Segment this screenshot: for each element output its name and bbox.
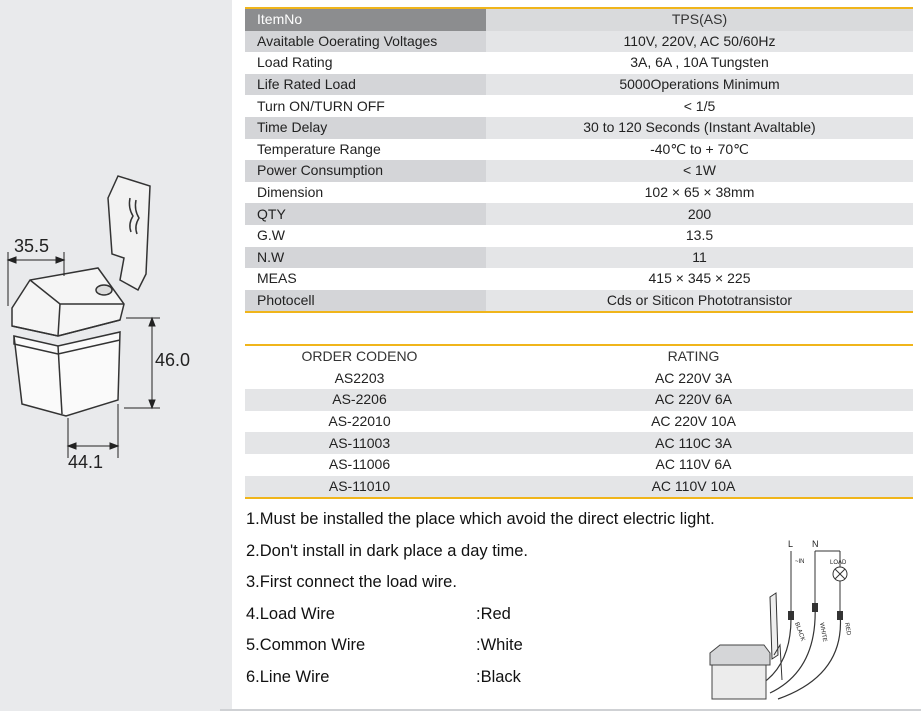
height-dimension: 46.0 <box>155 350 191 370</box>
note-value: :Red <box>476 604 511 623</box>
order-rating: AC 110V 10A <box>474 476 913 499</box>
spec-value: 13.5 <box>486 225 913 247</box>
note-item <box>246 603 715 635</box>
order-rating: AC 110V 6A <box>474 454 913 476</box>
spec-value: < 1W <box>486 160 913 182</box>
note-text: 2.Don't install in dark place a day time. <box>246 541 528 560</box>
spec-row <box>245 268 913 290</box>
spec-header-row <box>245 8 913 31</box>
spec-value: 110V, 220V, AC 50/60Hz <box>486 31 913 53</box>
order-code: AS-22010 <box>245 411 474 433</box>
spec-key: Life Rated Load <box>245 74 486 96</box>
spec-key: Time Delay <box>245 117 486 139</box>
order-code: AS-11010 <box>245 476 474 499</box>
spec-row <box>245 182 913 204</box>
spec-row <box>245 52 913 74</box>
spec-key: Avaitable Ooerating Voltages <box>245 31 486 53</box>
order-header-row <box>245 345 913 368</box>
white-wire-label: WHITE <box>818 622 828 643</box>
order-code: AS-11003 <box>245 432 474 454</box>
spec-value: 200 <box>486 203 913 225</box>
spec-key: Temperature Range <box>245 139 486 161</box>
spec-key: Turn ON/TURN OFF <box>245 95 486 117</box>
spec-value: 3A, 6A , 10A Tungsten <box>486 52 913 74</box>
note-text: 1.Must be installed the place which avoid the direct electric light. <box>246 510 715 528</box>
wiring-diagram <box>700 535 880 705</box>
note-item <box>246 540 715 572</box>
order-rating: AC 220V 3A <box>474 368 913 390</box>
spec-key: QTY <box>245 203 486 225</box>
spec-key: MEAS <box>245 268 486 290</box>
spec-row <box>245 117 913 139</box>
spec-row <box>245 290 913 313</box>
spec-key: Load Rating <box>245 52 486 74</box>
load-label: LOAD <box>830 560 847 566</box>
spec-key: G.W <box>245 225 486 247</box>
order-row <box>245 432 913 454</box>
in-label: ~IN <box>795 559 805 565</box>
note-text: 6.Line Wire <box>246 667 330 686</box>
spec-value: 415 × 345 × 225 <box>486 268 913 290</box>
spec-row <box>245 160 913 182</box>
note-text: 4.Load Wire <box>246 604 335 623</box>
note-value: :White <box>476 636 523 654</box>
spec-table <box>245 7 913 313</box>
order-table <box>245 344 913 499</box>
order-row <box>245 454 913 476</box>
width-dimension: 35.5 <box>14 236 50 256</box>
order-code: AS2203 <box>245 368 474 390</box>
note-item <box>246 508 715 540</box>
black-wire-label: BLACK <box>793 621 806 643</box>
note-text: 5.Common Wire <box>246 636 366 654</box>
note-item <box>246 666 715 698</box>
spec-row <box>245 95 913 117</box>
spec-row <box>245 139 913 161</box>
spec-row <box>245 247 913 269</box>
note-item <box>246 634 715 666</box>
spec-row <box>245 203 913 225</box>
depth-dimension: 44.1 <box>68 452 104 472</box>
spec-value: 102 × 65 × 38mm <box>486 182 913 204</box>
order-header-rating: RATING <box>474 345 913 368</box>
spec-key: Photocell <box>245 290 486 313</box>
order-row <box>245 368 913 390</box>
dimension-drawing <box>0 168 232 478</box>
spec-key: Dimension <box>245 182 486 204</box>
red-wire-label: RED <box>843 622 852 636</box>
spec-row <box>245 31 913 53</box>
order-rating: AC 110C 3A <box>474 432 913 454</box>
order-row <box>245 389 913 411</box>
order-row <box>245 411 913 433</box>
spec-value: 30 to 120 Seconds (Instant Avaltable) <box>486 117 913 139</box>
neutral-label: N <box>812 539 819 549</box>
spec-key: N.W <box>245 247 486 269</box>
spec-row <box>245 74 913 96</box>
order-code: AS-11006 <box>245 454 474 476</box>
spec-header-value: TPS(AS) <box>486 8 913 31</box>
order-header-code: ORDER CODENO <box>245 345 474 368</box>
installation-notes <box>246 508 715 697</box>
spec-row <box>245 225 913 247</box>
note-item <box>246 571 715 603</box>
spec-value: < 1/5 <box>486 95 913 117</box>
order-rating: AC 220V 6A <box>474 389 913 411</box>
order-rating: AC 220V 10A <box>474 411 913 433</box>
order-code: AS-2206 <box>245 389 474 411</box>
spec-value: Cds or Siticon Phototransistor <box>486 290 913 313</box>
spec-value: -40℃ to + 70℃ <box>486 139 913 161</box>
line-label: L <box>788 539 794 549</box>
spec-key: Power Consumption <box>245 160 486 182</box>
spec-value: 5000Operations Minimum <box>486 74 913 96</box>
spec-header-key: ItemNo <box>245 8 486 31</box>
note-text: 3.First connect the load wire. <box>246 573 457 591</box>
order-row <box>245 476 913 499</box>
note-value: :Black <box>476 667 521 686</box>
spec-value: 11 <box>486 247 913 269</box>
